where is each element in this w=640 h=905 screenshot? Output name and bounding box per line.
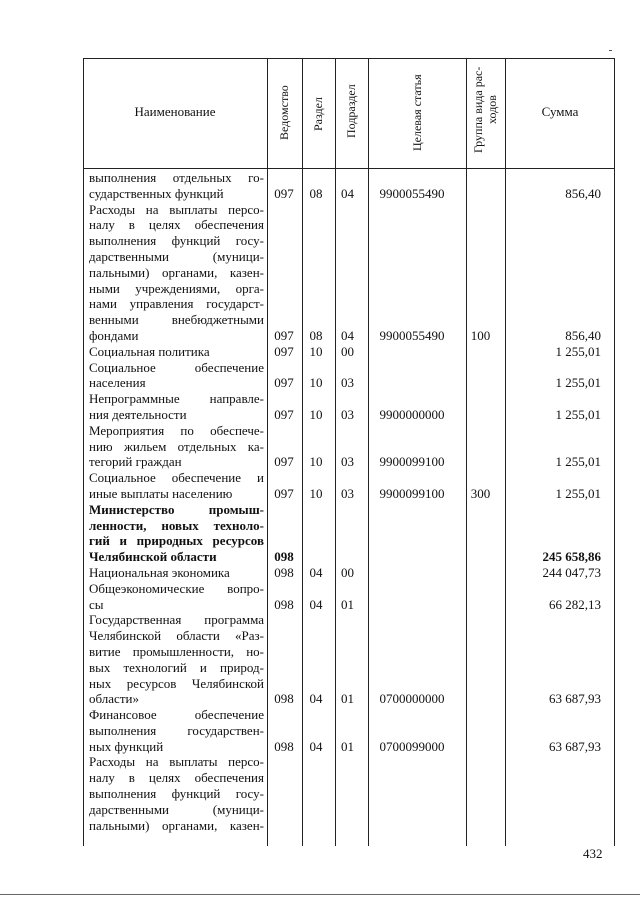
row-summa: 1 255,01: [555, 343, 601, 359]
row-name-line: ния деятельности: [89, 406, 187, 422]
column-header-gruppa-line1: Группа вида рас-: [471, 66, 485, 154]
row-name-line: Государственная программа: [89, 612, 264, 628]
row-podrazdel: 03: [341, 454, 354, 470]
row-summa: 1 255,01: [555, 406, 601, 422]
row-razdel: 10: [309, 485, 323, 501]
table-row: [0, 391, 640, 423]
row-name-line: выполнения функций госу-: [89, 233, 264, 249]
row-celevaya: 9900099100: [379, 454, 445, 470]
row-vedomstvo: 097: [274, 185, 294, 201]
row-summa: 245 658,86: [542, 549, 601, 565]
row-razdel: 04: [309, 738, 323, 754]
column-header-gruppa-line2: ходов: [485, 95, 499, 125]
row-vedomstvo: 097: [274, 485, 294, 501]
table-header-divider: [83, 168, 614, 169]
row-podrazdel: 00: [341, 343, 354, 359]
row-razdel: 10: [309, 406, 323, 422]
row-name-line: дарственными (муници-: [89, 801, 264, 817]
row-name: [84, 360, 268, 392]
row-celevaya: 9900099100: [379, 485, 445, 501]
row-name-line: Расходы на выплаты персо-: [89, 754, 264, 770]
row-name-line: Расходы на выплаты персо-: [89, 201, 264, 217]
row-name-line: Министерство промыш-: [89, 501, 264, 517]
row-name-line: нами управления государст-: [89, 296, 264, 312]
row-vedomstvo: 098: [274, 549, 294, 565]
row-name: [84, 391, 268, 423]
column-header-summa: Сумма: [541, 104, 579, 119]
row-podrazdel: 04: [341, 185, 354, 201]
table-row: [0, 344, 640, 360]
row-vedomstvo: 098: [274, 596, 294, 612]
row-name-line: ных функций: [89, 738, 164, 754]
table-row: [0, 612, 640, 707]
page-number: 432: [583, 846, 603, 861]
row-summa: 66 282,13: [549, 596, 601, 612]
row-name: [84, 202, 268, 344]
row-name: [84, 754, 268, 833]
row-gruppa: 100: [470, 327, 491, 343]
row-name-line: Мероприятия по обеспече-: [89, 422, 264, 438]
row-name-line: Социальное обеспечение и: [89, 470, 264, 486]
row-name-line: Челябинской области: [89, 549, 217, 565]
row-name: [84, 707, 268, 754]
row-razdel: 10: [309, 343, 323, 359]
table-row: [0, 565, 640, 581]
row-name-line: выполнения государствен-: [89, 722, 264, 738]
table-row: [0, 360, 640, 392]
row-name-line: дарственными (муници-: [89, 248, 264, 264]
row-name-line: Непрограммные направле-: [89, 391, 264, 407]
row-vedomstvo: 098: [274, 738, 294, 754]
row-celevaya: 0700000000: [379, 691, 445, 707]
row-razdel: 10: [309, 454, 323, 470]
row-podrazdel: 03: [341, 375, 354, 391]
row-summa: 856,40: [565, 327, 601, 343]
row-razdel: 04: [309, 564, 323, 580]
row-name-line: витие промышленности, но-: [89, 643, 264, 659]
row-name-line: Национальная экономика: [89, 564, 230, 580]
row-name-line: Социальная политика: [89, 343, 210, 359]
row-name-line: сы: [89, 596, 104, 612]
row-name-line: сударственных функций: [89, 185, 224, 201]
row-celevaya: 9900055490: [379, 185, 445, 201]
row-vedomstvo: 097: [274, 327, 294, 343]
row-name-line: Челябинской области «Раз-: [89, 628, 264, 644]
row-podrazdel: 03: [341, 485, 354, 501]
row-name: [84, 502, 268, 565]
row-name-line: области»: [89, 691, 139, 707]
table-row: [0, 581, 640, 613]
row-razdel: 10: [309, 375, 323, 391]
row-razdel: 08: [309, 185, 323, 201]
table-row: [0, 470, 640, 502]
row-name: [84, 581, 268, 613]
row-name-line: нию жильем отдельных ка-: [89, 438, 264, 454]
row-podrazdel: 01: [341, 596, 354, 612]
row-summa: 1 255,01: [555, 375, 601, 391]
row-name-line: ленности, новых техноло-: [89, 517, 264, 533]
table-row: [0, 170, 640, 202]
row-name-line: тегорий граждан: [89, 454, 182, 470]
table-row: [0, 754, 640, 833]
column-header-podrazdel: Подраздел: [344, 84, 358, 138]
row-summa: 63 687,93: [549, 691, 601, 707]
row-name-line: Общеэкономические вопро-: [89, 580, 264, 596]
row-name: [84, 170, 268, 202]
table-row: [0, 202, 640, 344]
row-name-line: ными учреждениями, орга-: [89, 280, 264, 296]
column-header-celevaya: Целевая статья: [410, 74, 424, 152]
row-vedomstvo: 098: [274, 564, 294, 580]
row-razdel: 08: [309, 327, 323, 343]
scan-mark: [609, 50, 612, 51]
row-name-line: вых технологий и природ-: [89, 659, 264, 675]
row-name-line: налу в целях обеспечения: [89, 770, 264, 786]
row-vedomstvo: 097: [274, 375, 294, 391]
table-body: [0, 170, 640, 833]
row-name-line: пальными) органами, казен-: [89, 264, 264, 280]
table-row: [0, 502, 640, 565]
row-summa: 63 687,93: [549, 738, 601, 754]
row-summa: 1 255,01: [555, 485, 601, 501]
row-vedomstvo: 098: [274, 691, 294, 707]
row-name-line: пальными) органами, казен-: [89, 817, 264, 833]
row-name-line: выполнения функций госу-: [89, 786, 264, 802]
row-name-line: иные выплаты населению: [89, 485, 233, 501]
row-name-line: венными внебюджетными: [89, 312, 264, 328]
row-razdel: 04: [309, 596, 323, 612]
row-name: [84, 470, 268, 502]
row-celevaya: 0700099000: [379, 738, 445, 754]
table-top-border: [83, 58, 614, 59]
row-name: [84, 344, 268, 360]
row-name-line: населения: [89, 375, 146, 391]
row-name-line: ных ресурсов Челябинской: [89, 675, 264, 691]
row-name-line: Социальное обеспечение: [89, 359, 264, 375]
row-summa: 244 047,73: [542, 564, 601, 580]
row-vedomstvo: 097: [274, 454, 294, 470]
row-podrazdel: 00: [341, 564, 354, 580]
row-gruppa: 300: [470, 485, 491, 501]
row-name: [84, 565, 268, 581]
row-summa: 1 255,01: [555, 454, 601, 470]
row-name-line: фондами: [89, 327, 139, 343]
table-row: [0, 707, 640, 754]
column-header-vedomstvo: Ведомство: [277, 85, 291, 141]
row-name-line: выполнения отдельных го-: [89, 170, 264, 185]
row-name: [84, 423, 268, 470]
row-celevaya: 9900055490: [379, 327, 445, 343]
table-row: [0, 423, 640, 470]
row-vedomstvo: 097: [274, 343, 294, 359]
row-name-line: налу в целях обеспечения: [89, 217, 264, 233]
row-name-line: гий и природных ресурсов: [89, 533, 264, 549]
row-razdel: 04: [309, 691, 323, 707]
row-podrazdel: 03: [341, 406, 354, 422]
row-summa: 856,40: [565, 185, 601, 201]
column-header-razdel: Раздел: [311, 97, 325, 131]
row-podrazdel: 04: [341, 327, 354, 343]
column-header-name: Наименование: [134, 104, 216, 119]
row-celevaya: 9900000000: [379, 406, 445, 422]
row-name: [84, 612, 268, 707]
row-vedomstvo: 097: [274, 406, 294, 422]
scan-bottom-edge: [0, 894, 640, 895]
row-podrazdel: 01: [341, 738, 354, 754]
row-name-line: Финансовое обеспечение: [89, 707, 264, 723]
row-podrazdel: 01: [341, 691, 354, 707]
